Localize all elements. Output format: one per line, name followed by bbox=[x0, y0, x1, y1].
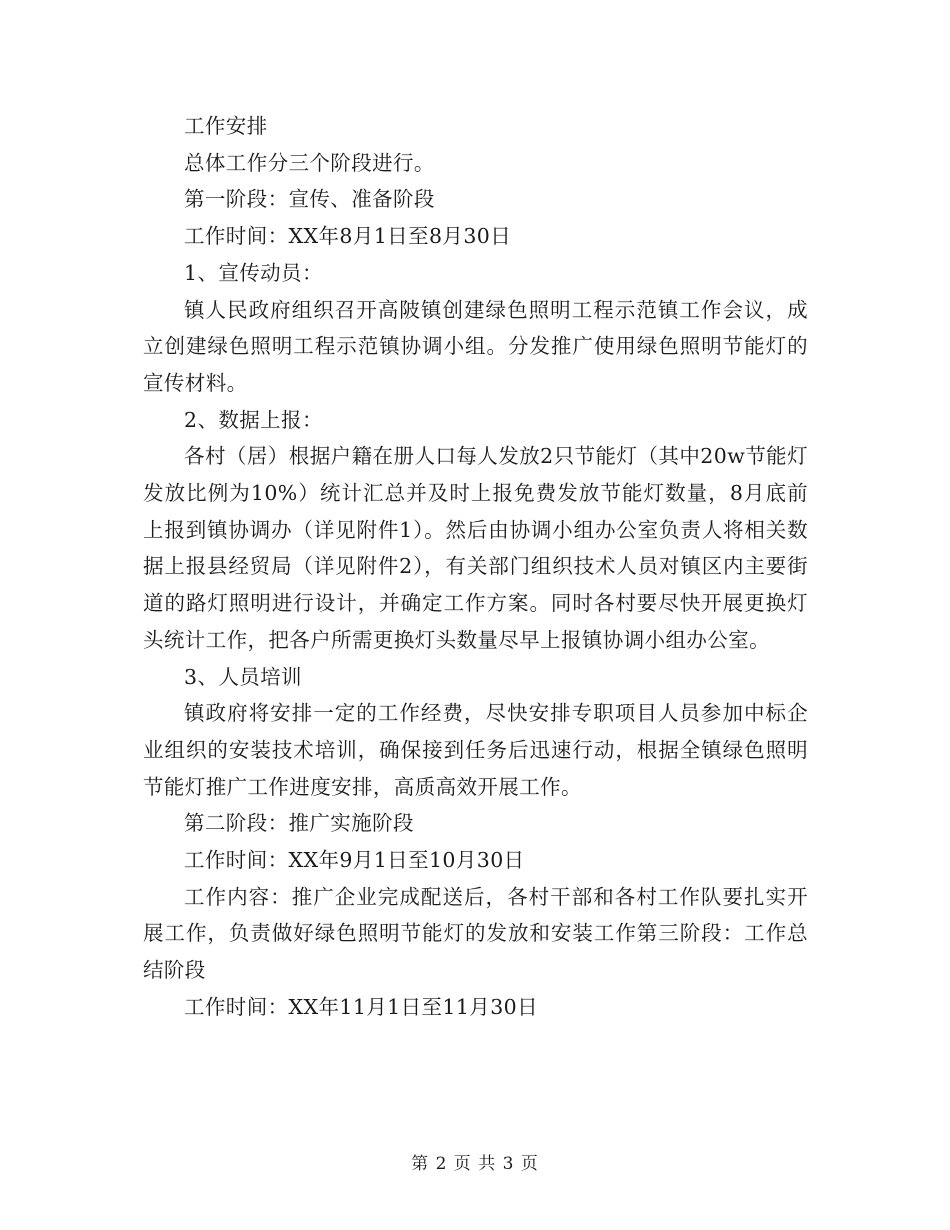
section-heading-work-arrangement: 工作安排 bbox=[184, 114, 268, 138]
item-publicity-heading: 1、宣传动员： bbox=[184, 260, 323, 285]
phase-three-time: 工作时间：XX年11月1日至11月30日 bbox=[184, 994, 538, 1019]
phase-two-time: 工作时间：XX年9月1日至10月30日 bbox=[184, 848, 525, 873]
page-number-footer: 第 2 页 共 3 页 bbox=[411, 1154, 539, 1174]
item-training-heading: 3、人员培训 bbox=[184, 664, 302, 689]
phase-one-time: 工作时间：XX年8月1日至8月30日 bbox=[184, 224, 512, 249]
phase-two-heading: 第二阶段：推广实施阶段 bbox=[184, 811, 414, 836]
document-body bbox=[143, 108, 808, 1026]
item-data-report-paragraph: 各村（居）根据户籍在册人口每人发放2只节能灯（其中20w节能灯发放比例为10%）统计汇总并及时上报免费发放节能灯数量，8月底前上报到镇协调办（详见附件1）。然后由协调小组办公室负责人将相关数据上报县经贸局（详见附件2），有关部门组织技术人员对镇区内主要街道的路灯照明进行设计，并确定工作方案。同时各村要尽快开展更换灯头统计工作，把各户所需更换灯头数量尽早上报镇协调小组办公室。 bbox=[143, 444, 808, 652]
item-publicity-paragraph: 镇人民政府组织召开高陂镇创建绿色照明工程示范镇工作会议，成立创建绿色照明工程示范镇协调小组。分发推广使用绿色照明节能灯的宣传材料。 bbox=[143, 297, 808, 395]
phase-one-heading: 第一阶段：宣传、准备阶段 bbox=[184, 187, 435, 212]
overview-paragraph: 总体工作分三个阶段进行。 bbox=[184, 150, 435, 175]
item-training-paragraph: 镇政府将安排一定的工作经费，尽快安排专职项目人员参加中标企业组织的安装技术培训，确保接到任务后迅速行动，根据全镇绿色照明节能灯推广工作进度安排，高质高效开展工作。 bbox=[143, 701, 808, 799]
phase-two-content-paragraph: 工作内容：推广企业完成配送后，各村干部和各村工作队要扎实开展工作，负责做好绿色照明节能灯的发放和安装工作第三阶段：工作总结阶段 bbox=[143, 884, 808, 983]
item-data-report-heading: 2、数据上报： bbox=[184, 407, 323, 432]
